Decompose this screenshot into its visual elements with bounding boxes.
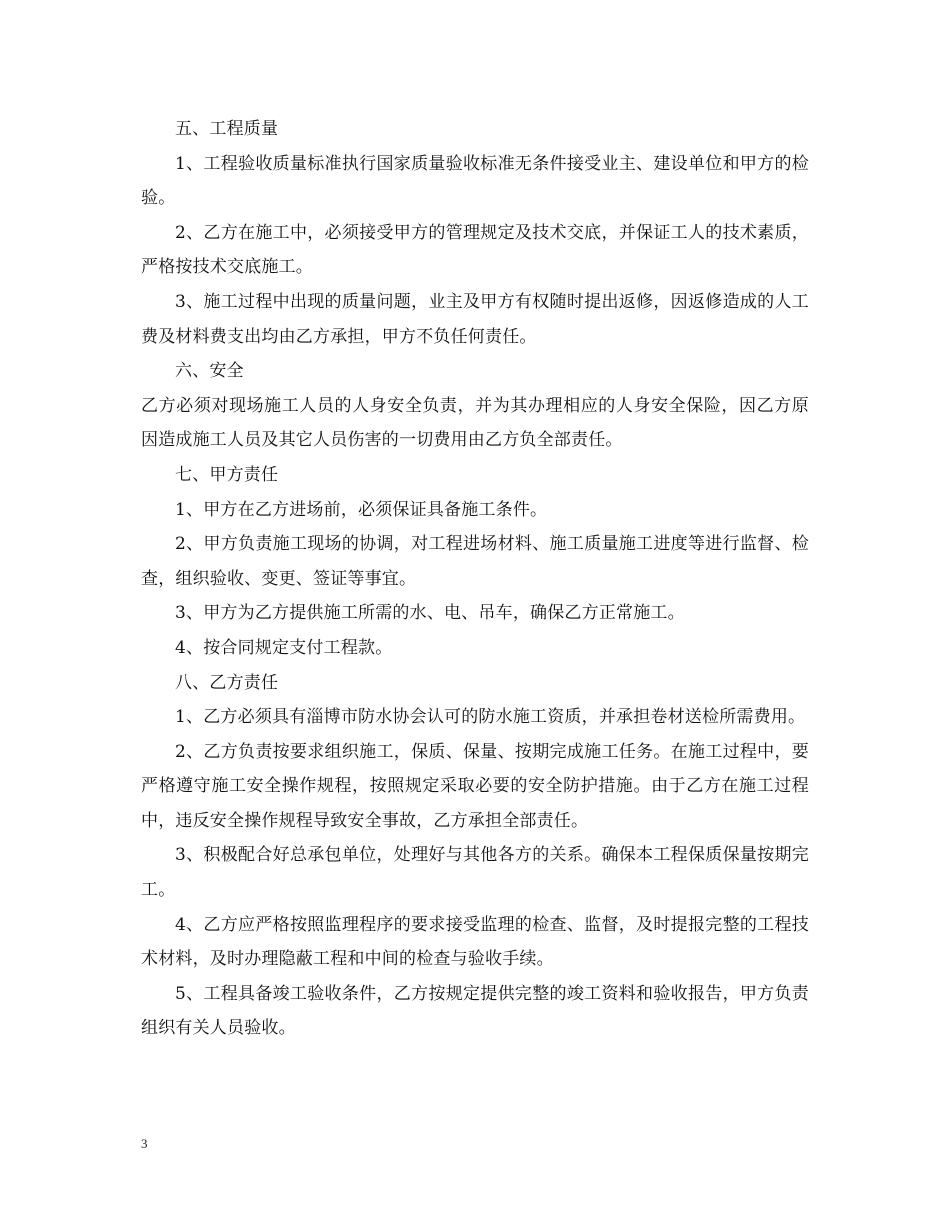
paragraph: 乙方必须对现场施工人员的人身安全负责，并为其办理相应的人身安全保险，因乙方原因造成施工人员及其它人员伤害的一切费用由乙方负全部责任。 xyxy=(141,395,809,451)
paragraph: 4、乙方应严格按照监理程序的要求接受监理的检查、监督，及时提报完整的工程技术材料，及时办理隐蔽工程和中间的检查与验收手续。 xyxy=(141,914,809,970)
paragraph: 2、乙方负责按要求组织施工，保质、保量、按期完成施工任务。在施工过程中，要严格遵守施工安全操作规程，按照规定采取必要的安全防护措施。由于乙方在施工过程中，违反安全操作规程导致安全事故，乙方承担全部责任。 xyxy=(141,741,809,831)
paragraph: 2、乙方在施工中，必须接受甲方的管理规定及技术交底，并保证工人的技术素质，严格按技术交底施工。 xyxy=(141,222,809,278)
paragraph: 2、甲方负责施工现场的协调，对工程进场材料、施工质量施工进度等进行监督、检查，组织验收、变更、签证等事宜。 xyxy=(141,534,809,589)
document-body xyxy=(141,112,809,1046)
page-number: 3 xyxy=(141,1136,148,1151)
paragraph: 1、甲方在乙方进场前，必须保证具备施工条件。 xyxy=(175,499,548,520)
paragraph: 1、乙方必须具有淄博市防水协会认可的防水施工资质，并承担卷材送检所需费用。 xyxy=(175,707,806,728)
section-heading-party-b: 八、乙方责任 xyxy=(175,672,279,693)
paragraph: 1、工程验收质量标准执行国家质量验收标准无条件接受业主、建设单位和甲方的检验。 xyxy=(141,153,809,209)
paragraph: 5、工程具备竣工验收条件，乙方按规定提供完整的竣工资料和验收报告，甲方负责组织有关人员验收。 xyxy=(141,983,809,1039)
paragraph: 4、按合同规定支付工程款。 xyxy=(175,637,393,658)
paragraph: 3、施工过程中出现的质量问题，业主及甲方有权随时提出返修，因返修造成的人工费及材料费支出均由乙方承担，甲方不负任何责任。 xyxy=(141,291,809,347)
paragraph: 3、积极配合好总承包单位，处理好与其他各方的关系。确保本工程保质保量按期完工。 xyxy=(141,845,809,901)
paragraph: 3、甲方为乙方提供施工所需的水、电、吊车，确保乙方正常施工。 xyxy=(175,603,685,624)
section-heading-quality: 五、工程质量 xyxy=(175,119,279,139)
section-heading-party-a: 七、甲方责任 xyxy=(175,464,279,485)
section-heading-safety: 六、安全 xyxy=(175,361,244,382)
